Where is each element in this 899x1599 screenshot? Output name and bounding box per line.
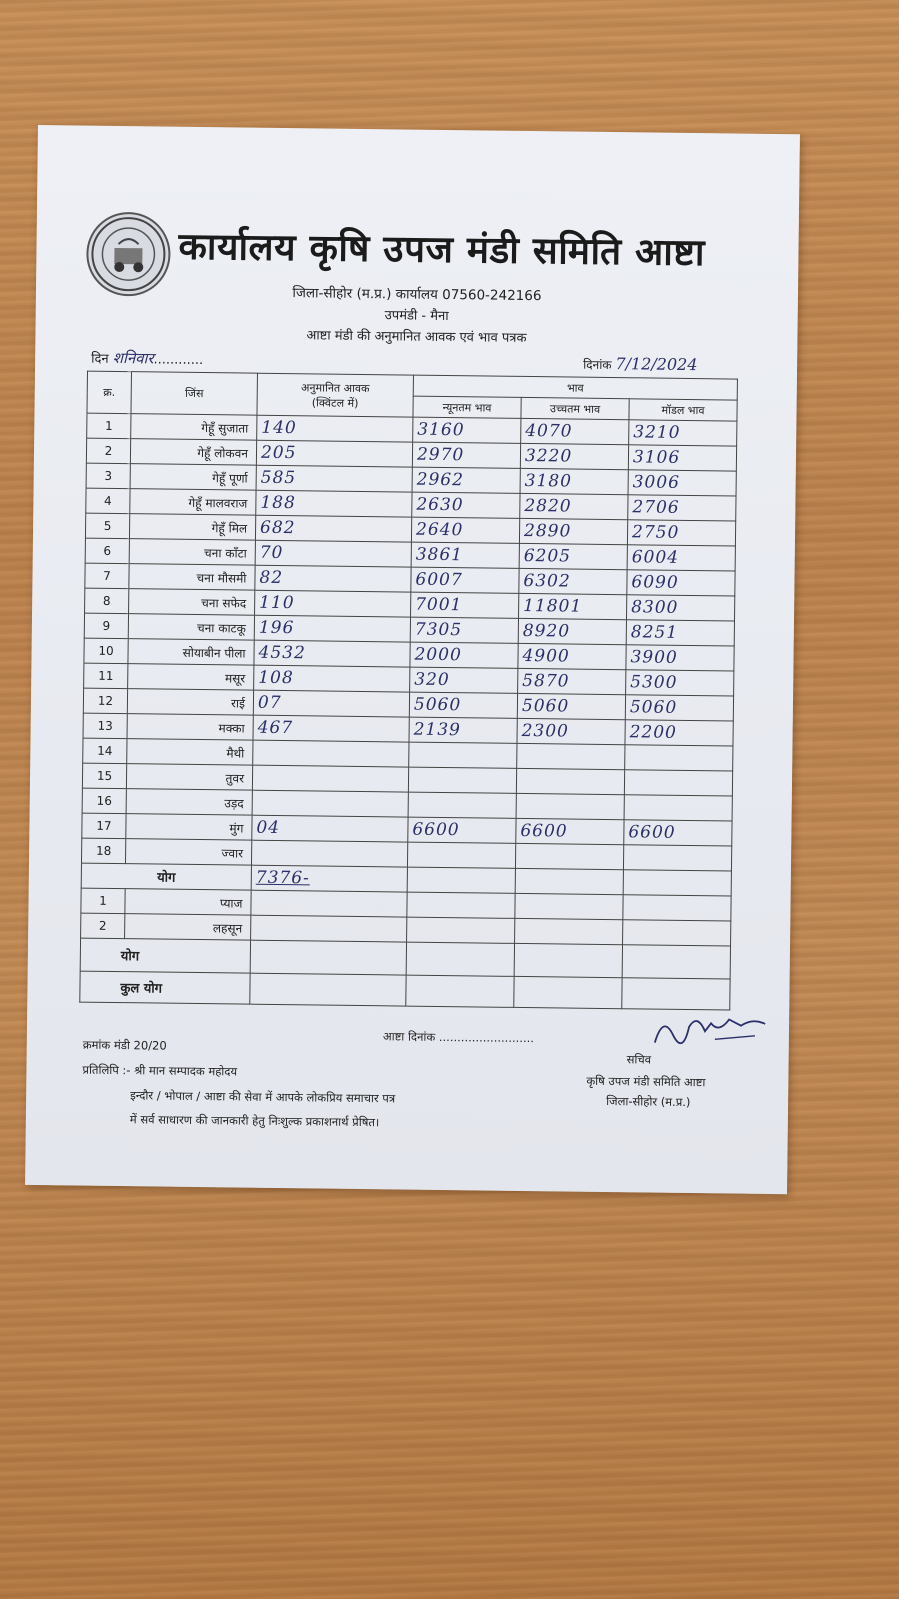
row-max-price	[516, 793, 624, 819]
row-commodity: मसूर	[128, 664, 254, 691]
pratilipi-line1: इन्दौर / भोपाल / आष्टा की सेवा में आपके लोकप्रिय समाचार पत्र	[130, 1088, 396, 1106]
empty-cell	[514, 943, 622, 977]
row-max-price: 6302	[519, 568, 627, 594]
row-sn: 6	[85, 538, 129, 564]
row-min-price: 3861	[411, 542, 519, 568]
row-arrival: 196	[254, 615, 410, 642]
row-max-price: 6205	[519, 543, 627, 569]
header-min: न्यूनतम भाव	[413, 396, 521, 418]
row-commodity: चना सफेद	[129, 589, 255, 616]
price-sheet-paper	[25, 125, 800, 1194]
header-model: मॉडल भाव	[629, 399, 737, 421]
row-min-price: 320	[410, 667, 518, 693]
row-min-price: 2962	[412, 467, 520, 493]
yog-arrival-total: 7376-	[251, 865, 407, 892]
row-arrival: 4532	[254, 640, 410, 667]
empty-cell	[250, 973, 406, 1006]
row-arrival: 188	[256, 490, 412, 517]
row-max-price	[516, 768, 624, 794]
row-sn: 2	[86, 438, 130, 464]
row-arrival: 682	[255, 515, 411, 542]
yog2-label: योग	[80, 938, 250, 973]
row-min-price	[407, 842, 515, 868]
row-max-price: 4900	[518, 643, 626, 669]
signatory-office: कृषि उपज मंडी समिति आष्टा	[586, 1073, 706, 1090]
row-model-price	[625, 745, 733, 771]
row-commodity: तुवर	[126, 764, 252, 791]
empty-cell	[515, 868, 623, 894]
row-model-price: 6004	[627, 545, 735, 571]
row-arrival	[252, 765, 408, 792]
row-max-price: 5060	[517, 693, 625, 719]
empty-cell	[515, 893, 623, 919]
sachiv-label: सचिव	[626, 1052, 652, 1067]
empty-cell	[406, 942, 514, 976]
date-field	[583, 354, 698, 374]
row-sn: 7	[85, 563, 129, 589]
header-price: भाव	[413, 375, 737, 400]
row-max-price: 2890	[519, 518, 627, 544]
row-arrival	[251, 840, 407, 867]
row-min-price	[409, 742, 517, 768]
row-sn: 3	[86, 463, 130, 489]
day-dots: ............	[153, 352, 204, 369]
day-value: शनिवार	[112, 348, 154, 368]
sub-mandi: उपमंडी - मैना	[384, 308, 449, 325]
row-min-price: 6007	[411, 567, 519, 593]
row-arrival: 585	[256, 465, 412, 492]
row-sn: 13	[83, 713, 127, 739]
row-commodity: ज्वार	[125, 839, 251, 866]
row-arrival: 70	[255, 540, 411, 567]
row-model-price: 3210	[629, 420, 737, 446]
header-max: उच्चतम भाव	[521, 397, 629, 419]
pratilipi: प्रतिलिपि :- श्री मान सम्पादक महोदय	[82, 1062, 238, 1079]
row-sn: 12	[83, 688, 127, 714]
empty-cell	[622, 945, 730, 979]
row-max-price: 3180	[520, 468, 628, 494]
row-min-price: 2640	[411, 517, 519, 543]
row-min-price: 5060	[409, 692, 517, 718]
row-sn: 8	[85, 588, 129, 614]
header-arrival	[257, 373, 414, 417]
row-arrival: 82	[255, 565, 411, 592]
row-model-price: 2200	[625, 720, 733, 746]
row-max-price: 11801	[519, 593, 627, 619]
row-commodity: मक्का	[127, 714, 253, 741]
row-arrival	[252, 790, 408, 817]
row-commodity: गेहूँ मिल	[129, 514, 255, 541]
row-min-price: 2139	[409, 717, 517, 743]
row-arrival	[253, 740, 409, 767]
header-sn: क्र.	[87, 371, 132, 414]
empty-cell	[623, 895, 731, 921]
ashta-dinank: आष्टा दिनांक ..........................	[382, 1029, 535, 1046]
sheet-subtitle: आष्टा मंडी की अनुमानित आवक एवं भाव पत्रक	[306, 328, 527, 346]
date-label: दिनांक	[583, 357, 612, 373]
row-commodity: मैथी	[127, 739, 253, 766]
kul-yog-row	[80, 971, 730, 1010]
row-arrival: 04	[252, 815, 408, 842]
row-commodity: मुंग	[126, 814, 252, 841]
row-model-price	[624, 795, 732, 821]
row-arrival: 108	[254, 665, 410, 692]
date-value: 7/12/2024	[615, 354, 698, 375]
row-max-price: 6600	[516, 818, 624, 844]
row-max-price	[515, 843, 623, 869]
row-model-price: 3106	[628, 445, 736, 471]
row-max-price: 2300	[517, 718, 625, 744]
row-min-price: 7001	[411, 592, 519, 618]
row-model-price: 5300	[626, 670, 734, 696]
empty-cell	[515, 918, 623, 944]
signature-icon	[645, 1004, 776, 1056]
district-contact: जिला-सीहोर (म.प्र.) कार्यालय 07560-242166	[292, 285, 542, 305]
row-commodity: राई	[127, 689, 253, 716]
empty-cell	[514, 976, 622, 1008]
row-model-price: 2706	[628, 495, 736, 521]
row-model-price: 8251	[626, 620, 734, 646]
row-arrival: 467	[253, 715, 409, 742]
row-sn: 4	[86, 488, 130, 514]
row-model-price: 6090	[627, 570, 735, 596]
empty-cell	[250, 940, 406, 975]
empty-cell	[251, 890, 407, 917]
row-arrival: 140	[257, 415, 413, 442]
pratilipi-line2: में सर्व साधारण की जानकारी हेतु निःशुल्क प्रकाशनार्थ प्रेषित।	[129, 1112, 380, 1130]
row-model-price: 2750	[627, 520, 735, 546]
signatory-district: जिला-सीहोर (म.प्र.)	[606, 1094, 691, 1110]
price-table	[79, 371, 738, 1011]
row-arrival: 07	[253, 690, 409, 717]
row-model-price	[623, 845, 731, 871]
row-commodity: गेहूँ मालवराज	[130, 489, 256, 516]
empty-cell	[407, 892, 515, 918]
row-sn: 16	[82, 788, 126, 814]
row-model-price	[624, 770, 732, 796]
row-sn: 17	[82, 813, 126, 839]
row-max-price: 8920	[518, 618, 626, 644]
row-min-price: 2970	[412, 442, 520, 468]
row-commodity: चना काटकू	[128, 614, 254, 641]
row-arrival: 205	[256, 440, 412, 467]
day-field	[91, 348, 203, 369]
empty-cell	[406, 975, 514, 1007]
row-sn: 9	[84, 613, 128, 639]
row-model-price: 3900	[626, 645, 734, 671]
empty-cell	[623, 870, 731, 896]
row-sn: 11	[84, 663, 128, 689]
row-sn: 14	[83, 738, 127, 764]
row-model-price: 6600	[624, 820, 732, 846]
kramank: क्रमांक मंडी 20/20	[82, 1037, 167, 1053]
row-min-price	[408, 767, 516, 793]
empty-cell	[623, 920, 731, 946]
row-min-price: 2630	[412, 492, 520, 518]
row-sn: 15	[82, 763, 126, 789]
row-sn: 5	[85, 513, 129, 539]
yog-label: योग	[81, 863, 251, 890]
header-name: जिंस	[131, 372, 258, 416]
empty-cell	[407, 867, 515, 893]
row-arrival: 110	[255, 590, 411, 617]
row-sn: 10	[84, 638, 128, 664]
row-commodity: गेहूँ पूर्णा	[130, 464, 256, 491]
row-model-price: 8300	[626, 595, 734, 621]
row-sn: 1	[81, 888, 125, 914]
empty-cell	[251, 915, 407, 942]
row-model-price: 3006	[628, 470, 736, 496]
header-arrival-unit: (क्विंटल में)	[311, 395, 359, 410]
row-commodity: प्याज	[125, 889, 251, 916]
row-min-price	[408, 792, 516, 818]
day-label: दिन	[91, 351, 109, 367]
row-model-price: 5060	[625, 695, 733, 721]
row-commodity: सोयाबीन पीला	[128, 639, 254, 666]
row-commodity: गेहूँ सुजाता	[131, 414, 257, 441]
row-max-price	[517, 743, 625, 769]
row-commodity: उड़द	[126, 789, 252, 816]
row-max-price: 5870	[518, 668, 626, 694]
table-body	[80, 413, 737, 1010]
page-title: कार्यालय कृषि उपज मंडी समिति आष्टा	[178, 224, 706, 275]
row-commodity: चना काँटा	[129, 539, 255, 566]
row-commodity: गेहूँ लोकवन	[130, 439, 256, 466]
row-sn: 1	[87, 413, 131, 439]
header-arrival-label: अनुमानित आवक	[301, 380, 370, 395]
row-min-price: 7305	[410, 617, 518, 643]
row-min-price: 2000	[410, 642, 518, 668]
row-min-price: 6600	[408, 817, 516, 843]
empty-cell	[407, 917, 515, 943]
row-sn: 18	[81, 838, 125, 864]
row-max-price: 4070	[521, 418, 629, 444]
row-min-price: 3160	[413, 417, 521, 443]
row-commodity: चना मौसमी	[129, 564, 255, 591]
row-sn: 2	[81, 913, 125, 939]
row-max-price: 2820	[520, 493, 628, 519]
row-commodity: लहसून	[125, 914, 251, 941]
kul-yog-label: कुल योग	[80, 971, 250, 1004]
row-max-price: 3220	[520, 443, 628, 469]
